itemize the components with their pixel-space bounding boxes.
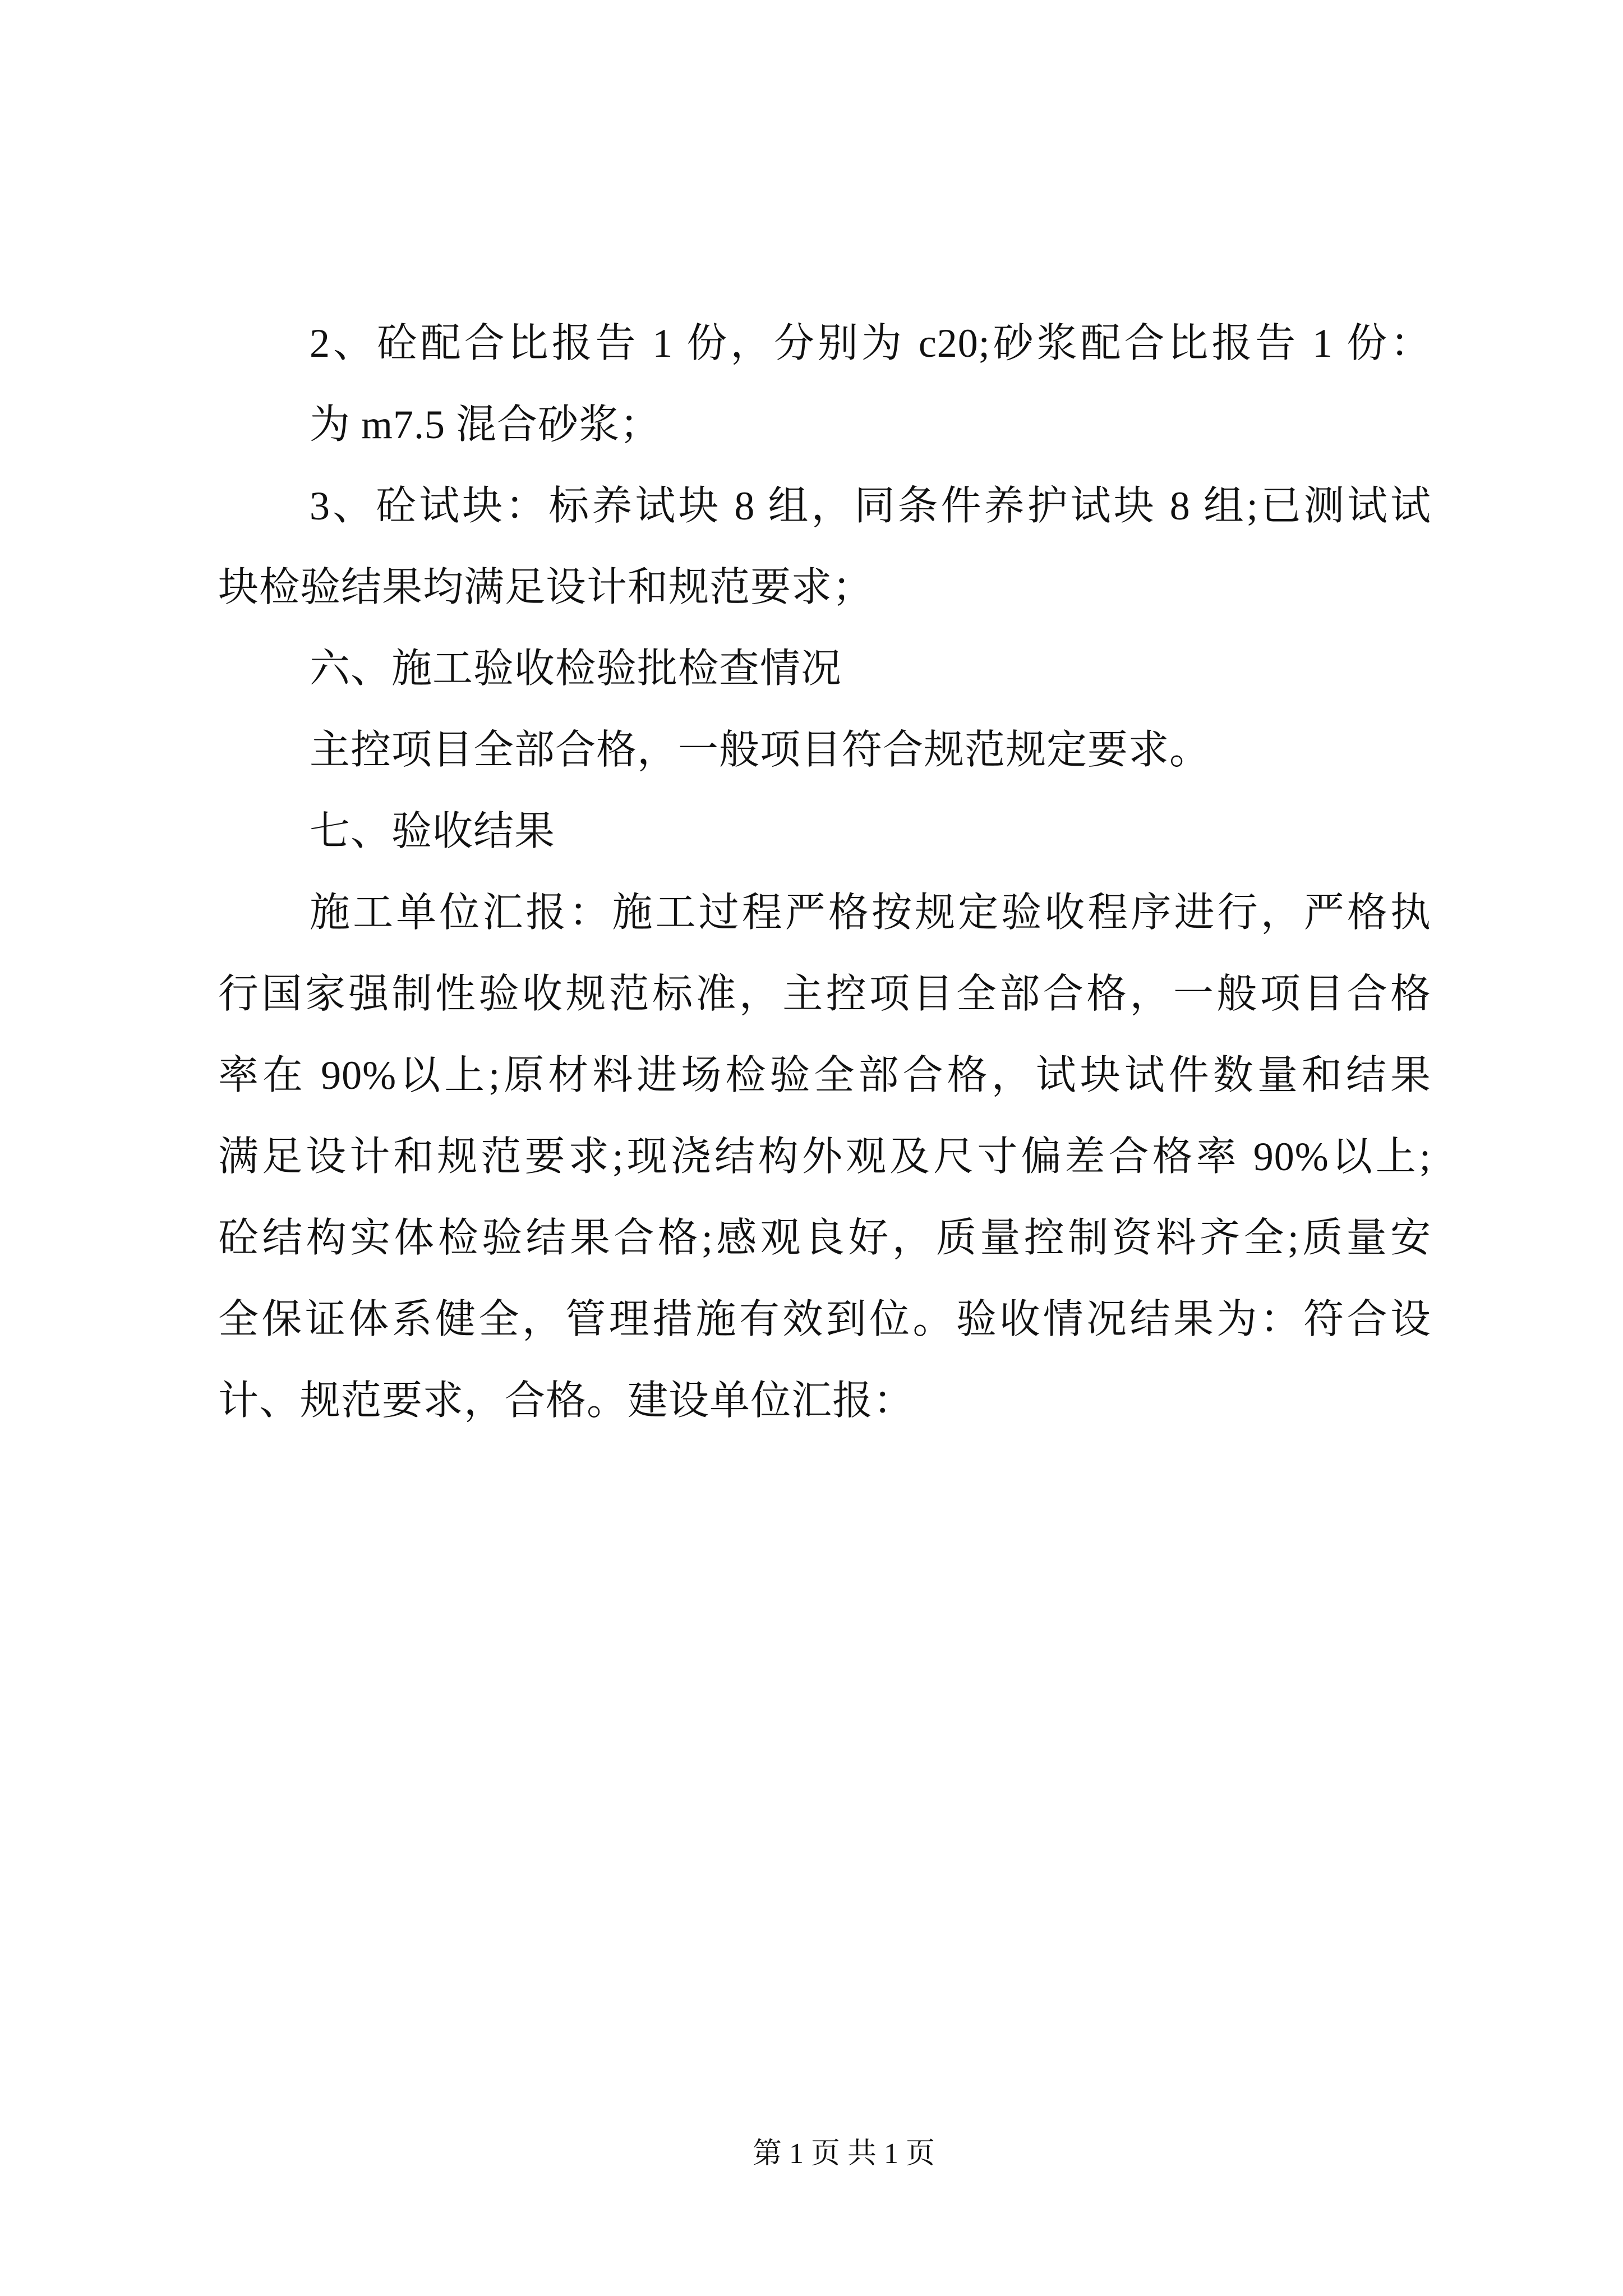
paragraph-line: 行国家强制性验收规范标准，主控项目全部合格，一般项目合格 — [218, 972, 1431, 1016]
section-heading: 六、施工验收检验批检查情况 — [310, 646, 842, 691]
section-heading-acceptance — [218, 791, 1431, 872]
paragraph-line: 计、规范要求，合格。建设单位汇报： — [218, 1378, 915, 1423]
paragraph-line: 2、砼配合比报告 1 份，分别为 c20;砂浆配合比报告 1 份： — [310, 321, 1431, 366]
paragraph-mix-ratio-report — [218, 303, 1431, 384]
paragraph-line: 施工单位汇报：施工过程严格按规定验收程序进行，严格执 — [310, 890, 1431, 935]
paragraph-line: 主控项目全部合格，一般项目符合规范规定要求。 — [310, 728, 1211, 772]
document-body — [218, 303, 1431, 1442]
paragraph-inspection-result — [218, 710, 1431, 791]
paragraph-line: 为 m7.5 混合砂浆； — [310, 402, 661, 447]
paragraph-line: 块检验结果均满足设计和规范要求； — [218, 565, 874, 610]
paragraph-mortar-type — [218, 384, 1431, 466]
paragraph-line: 3、砼试块：标养试块 8 组，同条件养护试块 8 组;已测试试 — [310, 484, 1431, 528]
paragraph-line: 满足设计和规范要求;现浇结构外观及尺寸偏差合格率 90%以上; — [218, 1134, 1431, 1179]
paragraph-test-blocks — [218, 466, 1431, 628]
section-heading: 七、验收结果 — [310, 809, 556, 854]
paragraph-line: 率在 90%以上;原材料进场检验全部合格，试块试件数量和结果 — [218, 1053, 1431, 1098]
page-number-footer: 第 1 页 共 1 页 — [753, 2138, 935, 2170]
paragraph-contractor-report — [218, 872, 1431, 1442]
paragraph-line: 砼结构实体检验结果合格;感观良好，质量控制资料齐全;质量安 — [218, 1216, 1431, 1260]
paragraph-line: 全保证体系健全，管理措施有效到位。验收情况结果为：符合设 — [218, 1297, 1431, 1342]
section-heading-inspection — [218, 628, 1431, 710]
